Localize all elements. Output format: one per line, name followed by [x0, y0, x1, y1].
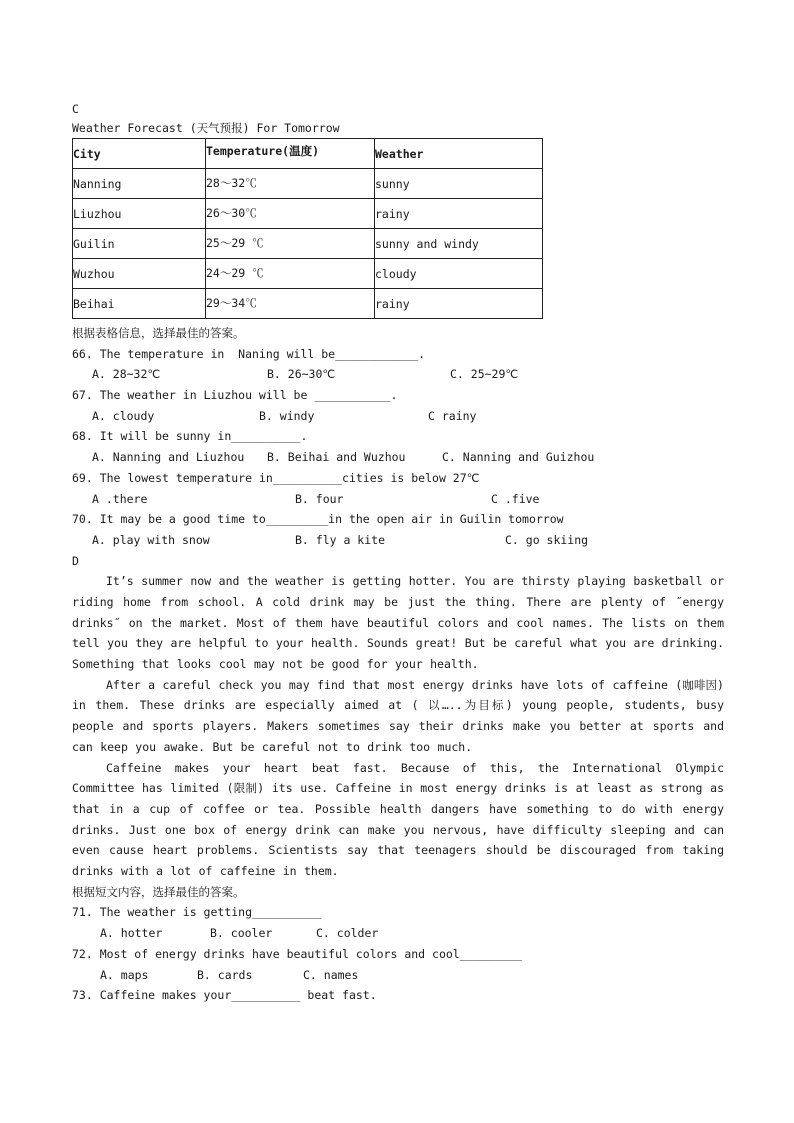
cell-city: Liuzhou: [73, 199, 206, 229]
cell-temperature: 24～29 ℃: [206, 259, 375, 289]
question-67-stem: 67. The weather in Liuzhou will be ___________.: [72, 388, 398, 403]
question-68-stem: 68. It will be sunny in__________.: [72, 429, 308, 444]
question-68-options: [72, 447, 724, 468]
forecast-title: Weather Forecast (天气预报) For Tomorrow: [72, 121, 340, 135]
question-70-options: [72, 530, 724, 551]
table-row: [73, 199, 543, 229]
passage-paragraph-1: It’s summer now and the weather is getting hotter. You are thirsty playing basketball or riding home from school. A cold drink may be just the thing. There are plenty of ˝energy drinks˝ on the market. Most of them have beautiful colors and cool names. The lists on them tell you they are helpful to your health. Sounds great! But be careful what you are drinking. Something that looks cool may not be good for your health.: [72, 574, 724, 672]
question-69-options: [72, 489, 724, 510]
section-d-label: D: [72, 553, 79, 568]
option-a[interactable]: A. maps: [100, 967, 149, 982]
cell-weather: rainy: [375, 289, 543, 319]
option-a[interactable]: A. hotter: [100, 926, 163, 941]
cell-weather: sunny: [375, 169, 543, 199]
option-a[interactable]: A .there: [92, 491, 148, 506]
header-temperature: Temperature(温度): [206, 139, 375, 169]
option-c[interactable]: C. colder: [316, 926, 379, 941]
option-b[interactable]: B. four: [295, 491, 344, 506]
cell-weather: rainy: [375, 199, 543, 229]
question-72-options: [72, 965, 724, 986]
table-row: [73, 169, 543, 199]
option-b[interactable]: B. windy: [259, 408, 315, 423]
forecast-table: [72, 138, 543, 319]
header-weather: Weather: [375, 139, 543, 169]
cell-temperature: 25～29 ℃: [206, 229, 375, 259]
question-66-options: [72, 364, 724, 385]
section-c-instruction: 根据表格信息，选择最佳的答案。: [72, 326, 245, 340]
option-b[interactable]: B. fly a kite: [295, 532, 386, 547]
reading-passage: [72, 571, 724, 882]
cell-temperature: 29～34℃: [206, 289, 375, 319]
option-b[interactable]: B. Beihai and Wuzhou: [267, 450, 406, 465]
question-67-options: [72, 406, 724, 427]
cell-city: Guilin: [73, 229, 206, 259]
question-73-stem: 73. Caffeine makes your__________ beat fast.: [72, 988, 377, 1003]
cell-temperature: 26～30℃: [206, 199, 375, 229]
question-71-stem: 71. The weather is getting__________: [72, 905, 322, 920]
cell-weather: sunny and windy: [375, 229, 543, 259]
cell-weather: cloudy: [375, 259, 543, 289]
option-b[interactable]: B. cooler: [210, 926, 273, 941]
table-row: [73, 259, 543, 289]
question-72-stem: 72. Most of energy drinks have beautiful colors and cool_________: [72, 946, 523, 961]
passage-paragraph-3: Caffeine makes your heart beat fast. Because of this, the International Olympic Committee has limited (限制) its use. Caffeine in most energy drinks is at least as strong as that in a cup of coffee or tea. Possible health dangers have something to do with energy drinks. Just one box of energy drink can make you nervous, have difficulty sleeping and can even cause heart problems. Scientists say that teenagers should be discouraged from taking drinks with a lot of caffeine in them.: [72, 760, 724, 879]
option-b[interactable]: B. cards: [197, 967, 253, 982]
question-71-options: [72, 923, 724, 944]
question-69-stem: 69. The lowest temperature in__________cities is below 27℃: [72, 470, 480, 485]
option-c[interactable]: C rainy: [428, 408, 477, 423]
cell-temperature: 28～32℃: [206, 169, 375, 199]
option-c[interactable]: C. names: [303, 967, 359, 982]
option-a[interactable]: A. cloudy: [92, 408, 155, 423]
table-header-row: [73, 139, 543, 169]
worksheet-page: [72, 100, 724, 1006]
question-70-stem: 70. It may be a good time to_________in the open air in Guilin tomorrow: [72, 512, 564, 527]
option-a[interactable]: A. Nanning and Liuzhou: [92, 450, 245, 465]
table-row: [73, 229, 543, 259]
passage-paragraph-2: After a careful check you may find that most energy drinks have lots of caffeine (咖啡因) in them. These drinks are especially aimed at ( 以…..为目标) young people, students, busy people and sports players. Makers sometimes say their drinks make you better at sports and can keep you awake. But be careful not to drink too much.: [72, 677, 724, 754]
section-c-label: C: [72, 102, 79, 116]
option-a[interactable]: A. play with snow: [92, 532, 210, 547]
option-c[interactable]: C .five: [491, 491, 540, 506]
option-b[interactable]: B. 26~30℃: [267, 367, 336, 382]
header-city: City: [73, 139, 206, 169]
table-row: [73, 289, 543, 319]
question-66-stem: 66. The temperature in Naning will be____________.: [72, 346, 426, 361]
section-d-instruction: 根据短文内容，选择最佳的答案。: [72, 884, 245, 899]
cell-city: Beihai: [73, 289, 206, 319]
cell-city: Wuzhou: [73, 259, 206, 289]
cell-city: Nanning: [73, 169, 206, 199]
option-c[interactable]: C. 25~29℃: [450, 367, 519, 382]
option-c[interactable]: C. Nanning and Guizhou: [442, 450, 595, 465]
option-a[interactable]: A. 28~32℃: [92, 367, 161, 382]
option-c[interactable]: C. go skiing: [505, 532, 589, 547]
